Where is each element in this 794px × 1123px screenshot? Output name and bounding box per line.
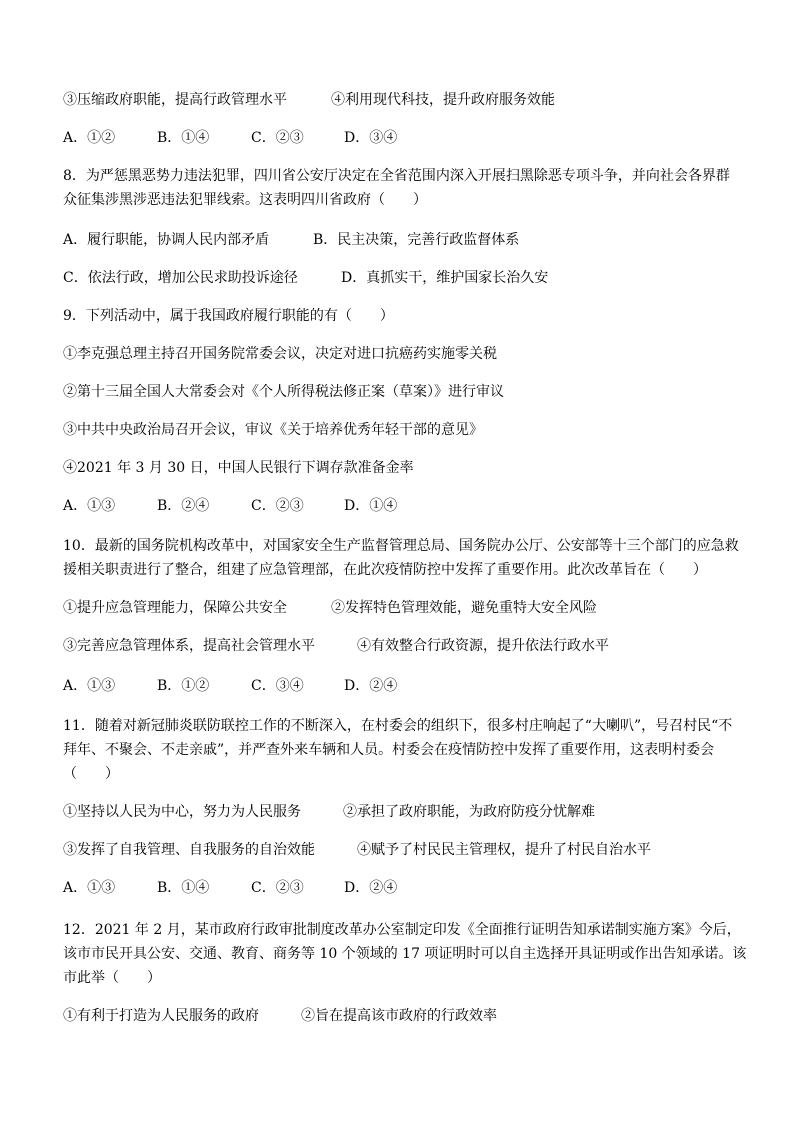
q10-stem-line-1: 10．最新的国务院机构改革中，对国家安全生产监督管理总局、国务院办公厅、公安部等十三个部门的应急救 [63,538,739,554]
q7-choice-b: B．①④ [157,130,210,146]
q11-choice-a: A．①③ [63,880,116,896]
q7-option-3: ③压缩政府职能，提高行政管理水平 [63,92,287,108]
q7-choice-d: D．③④ [344,130,398,146]
q7-choice-a: A．①② [63,130,116,146]
q12-stem-line-2: 该市市民开具公安、交通、教育、商务等 10 个领域的 17 项证明时可以自主选择开具证明或作出告知承诺。该 [63,946,747,962]
q9-choice-d: D．①④ [344,498,398,514]
q11-stem-line-1: 11．随着对新冠肺炎联防联控工作的不断深入，在村委会的组织下，很多村庄响起了“大喇叭”，号召村民“不 [63,718,733,734]
q10-stem-line-2: 援相关职责进行了整合，组建了应急管理部，在此次疫情防控中发挥了重要作用。此次改革旨在（ ） [63,562,707,578]
q8-choice-b: B．民主决策，完善行政监督体系 [313,232,520,248]
q7-option-4: ④利用现代科技，提升政府服务效能 [331,92,555,108]
q11-choice-b: B．①④ [157,880,210,896]
q10-choice-d: D．②④ [344,678,398,694]
q12-stem-line-3: 市此举（ ） [63,970,161,986]
q9-item-4: ④2021 年 3 月 30 日，中国人民银行下调存款准备金率 [63,460,414,476]
q10-choice-b: B．①② [157,678,210,694]
q10-item-3: ③完善应急管理体系，提高社会管理水平 [63,638,315,654]
q9-choice-a: A．①③ [63,498,116,514]
q12-item-1: ①有利于打造为人民服务的政府 [63,1008,259,1024]
q7-choice-c: C．②③ [251,130,304,146]
q11-item-2: ②承担了政府职能，为政府防疫分忧解难 [343,804,595,820]
q10-choice-a: A．①③ [63,678,116,694]
q10-item-1: ①提升应急管理能力，保障公共安全 [63,600,287,616]
q10-choice-c: C．③④ [251,678,304,694]
q11-item-4: ④赋予了村民民主管理权，提升了村民自治水平 [357,842,651,858]
q12-stem-line-1: 12．2021 年 2 月，某市政府行政审批制度改革办公室制定印发《全面推行证明告知承诺制实施方案》今后， [63,922,741,938]
q10-item-4: ④有效整合行政资源，提升依法行政水平 [357,638,609,654]
q11-stem-line-2: 拜年、不聚会、不走亲戚”，并严查外来车辆和人员。村委会在疫情防控中发挥了重要作用，这表明村委会 [63,742,715,758]
q8-stem-line-2: 众征集涉黑涉恶违法犯罪线索。这表明四川省政府（ ） [63,192,427,208]
q9-choice-b: B．②④ [157,498,210,514]
q9-item-3: ③中共中央政治局召开会议，审议《关于培养优秀年轻干部的意见》 [63,422,483,438]
q9-choice-c: C．②③ [251,498,304,514]
q11-item-1: ①坚持以人民为中心，努力为人民服务 [63,804,301,820]
q9-item-1: ①李克强总理主持召开国务院常委会议，决定对进口抗癌药实施零关税 [63,346,497,362]
q11-stem-line-3: （ ） [63,766,119,782]
q8-choice-d: D．真抓实干，维护国家长治久安 [341,270,549,286]
q9-item-2: ②第十三届全国人大常委会对《个人所得税法修正案（草案）》进行审议 [63,384,504,400]
q12-item-2: ②旨在提高该市政府的行政效率 [301,1008,497,1024]
q8-choice-c: C．依法行政，增加公民求助投诉途径 [63,270,298,286]
q8-choice-a: A．履行职能，协调人民内部矛盾 [63,232,270,248]
q11-choice-d: D．②④ [344,880,398,896]
q11-item-3: ③发挥了自我管理、自我服务的自治效能 [63,842,315,858]
q8-stem-line-1: 8．为严惩黑恶势力违法犯罪，四川省公安厅决定在全省范围内深入开展扫黑除恶专项斗争，并向社会各界群 [63,168,730,184]
q9-stem: 9．下列活动中，属于我国政府履行职能的有（ ） [63,308,394,324]
q11-choice-c: C．②③ [251,880,304,896]
q10-item-2: ②发挥特色管理效能，避免重特大安全风险 [331,600,597,616]
